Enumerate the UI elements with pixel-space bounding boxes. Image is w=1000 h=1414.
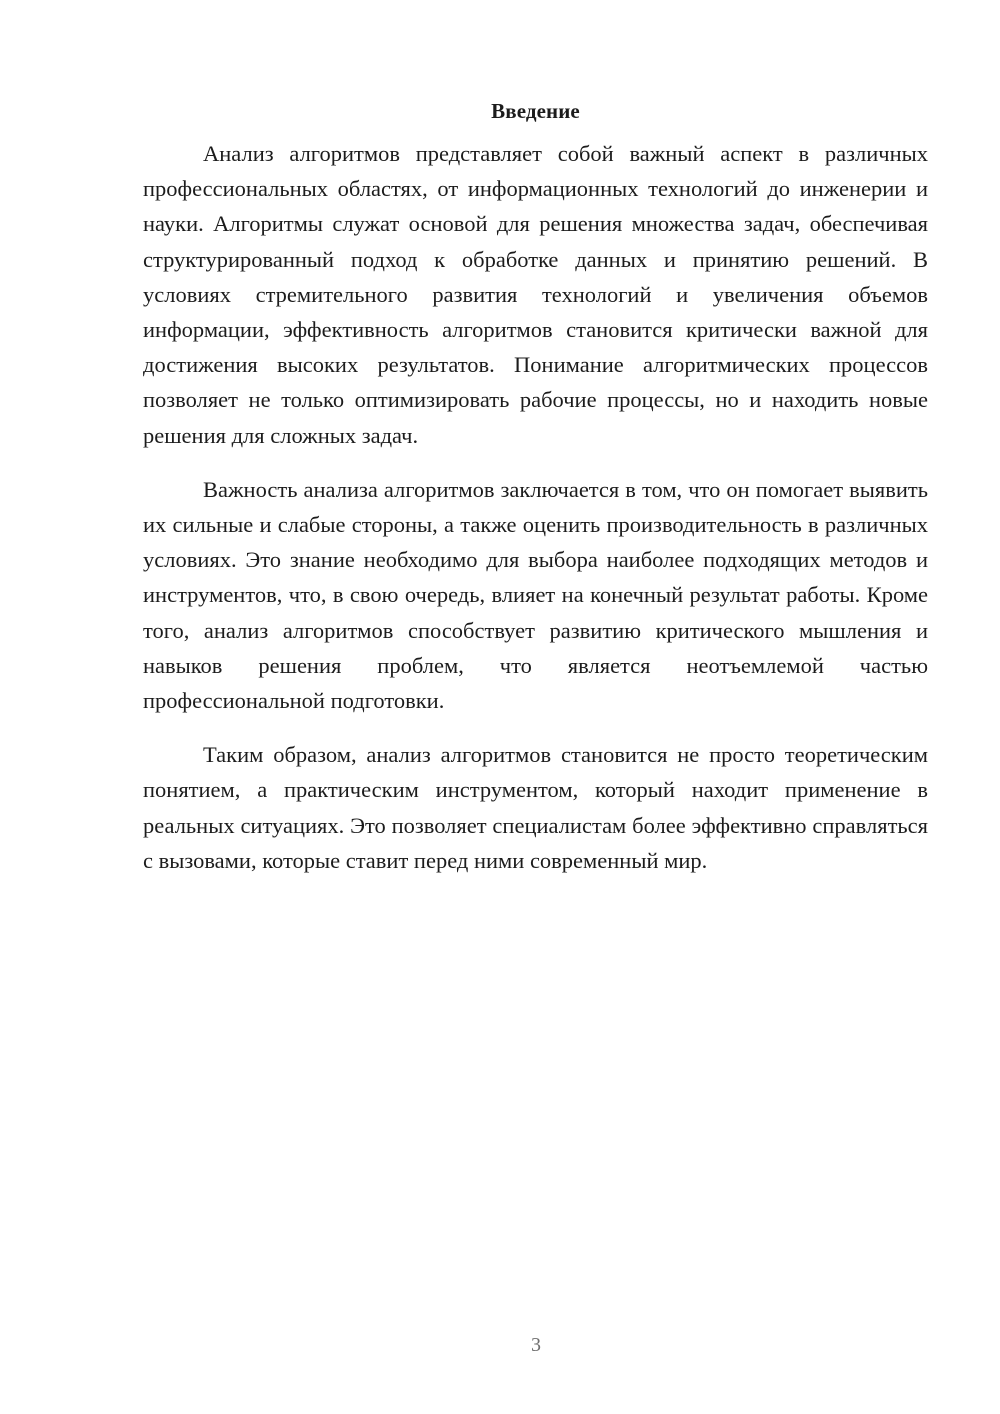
paragraph-3: Таким образом, анализ алгоритмов становится не просто теоретическим понятием, а практическим инструментом, который находит применение в реальных ситуациях. Это позволяет специалистам более эффективно справляться с вызовами, которые ставит перед ними современный мир. <box>143 742 928 873</box>
page-number: 3 <box>531 1334 541 1356</box>
paragraph-2: Важность анализа алгоритмов заключается в том, что он помогает выявить их сильные и слабые стороны, а также оценить производительность в различных условиях. Это знание необходимо для выбора наиболее подходящих методов и инструментов, что, в свою очередь, влияет на конечный результат работы. Кроме того, анализ алгоритмов способствует развитию критического мышления и навыков решения проблем, что является неотъемлемой частью профессиональной подготовки. <box>143 476 928 714</box>
paragraph-1: Анализ алгоритмов представляет собой важный аспект в различных профессиональных областях, от информационных технологий до инженерии и науки. Алгоритмы служат основой для решения множества задач, обеспечивая структурированный подход к обработке данных и принятию решений. В условиях стремительного развития технологий и увеличения объемов информации, эффективность алгоритмов становится критически важной для достижения высоких результатов. Понимание алгоритмических процессов позволяет не только оптимизировать рабочие процессы, но и находить новые решения для сложных задач. <box>143 141 928 448</box>
section-heading: Введение <box>491 99 580 123</box>
page-content <box>143 96 928 897</box>
